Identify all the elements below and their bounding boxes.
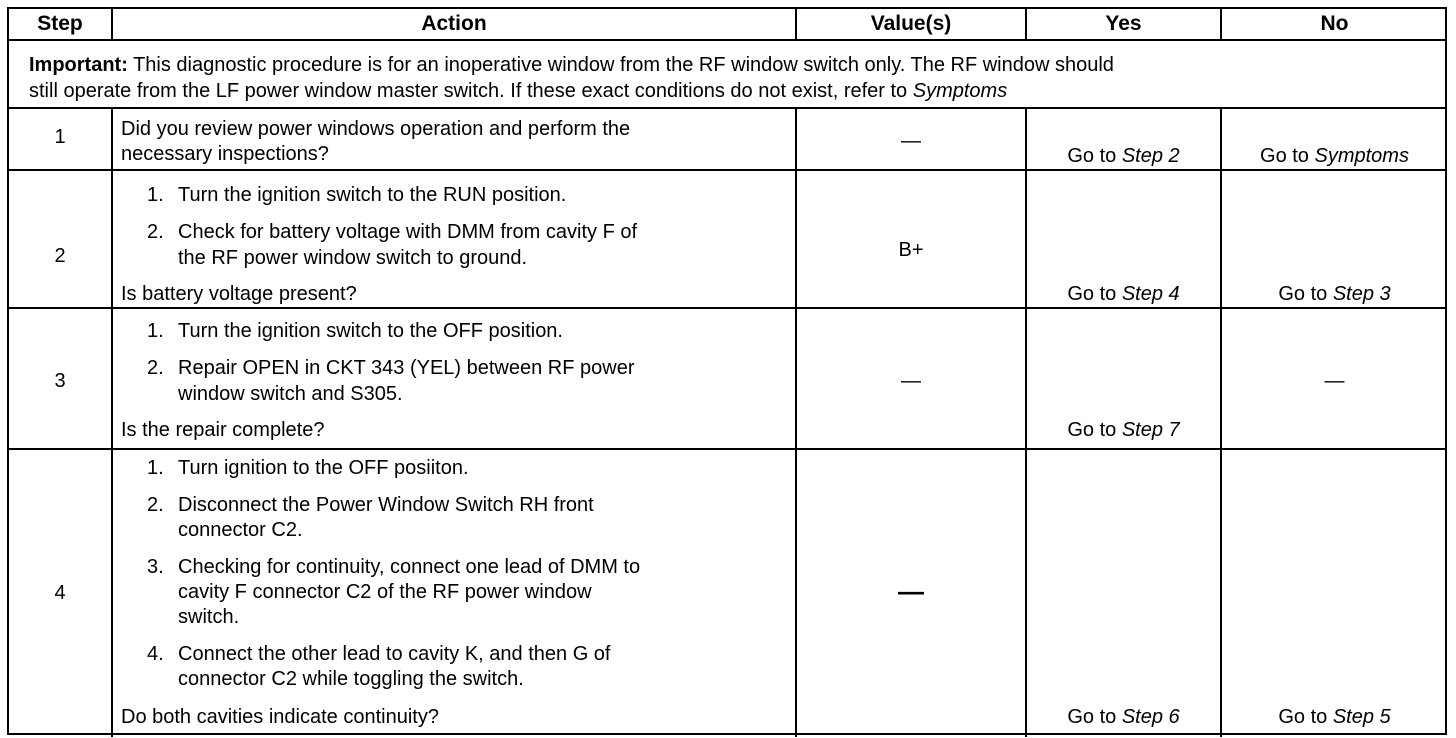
step-reference: Step 2 xyxy=(1121,145,1180,167)
list-item-line: Repair OPEN in CKT 343 (YEL) between RF power xyxy=(178,357,635,379)
list-item-line: Turn the ignition switch to the OFF position. xyxy=(178,320,563,342)
list-number: 4. xyxy=(147,643,164,665)
go-to-label: Go to xyxy=(1067,706,1122,728)
col-divider-yes xyxy=(1220,107,1222,737)
step-reference: Step 6 xyxy=(1121,706,1180,728)
important-text-2: still operate from the LF power window master switch. If these exact conditions do not exist, refer to xyxy=(29,80,913,102)
step2-no-action xyxy=(1222,282,1447,306)
step3-yes-action xyxy=(1027,418,1220,442)
step-reference: Step 5 xyxy=(1332,706,1391,728)
go-to-label: Go to xyxy=(1067,145,1122,167)
list-item-line: connector C2. xyxy=(178,519,303,541)
step1-value: — xyxy=(901,130,921,152)
step-reference: Step 7 xyxy=(1121,419,1180,441)
step4-question: Do both cavities indicate continuity? xyxy=(121,706,439,728)
step-number: 2 xyxy=(54,245,66,267)
list-item-line: Disconnect the Power Window Switch RH front xyxy=(178,494,594,516)
step2-question: Is battery voltage present? xyxy=(121,283,357,305)
header-values: Value(s) xyxy=(870,12,952,35)
step4-no-action xyxy=(1222,705,1447,729)
list-item-line: window switch and S305. xyxy=(178,383,403,405)
go-to-label: Go to xyxy=(1067,283,1122,305)
step1-question-line: Did you review power windows operation and perform the xyxy=(121,118,631,140)
go-to-label: Go to xyxy=(1260,145,1315,167)
header-yes: Yes xyxy=(1105,12,1142,35)
symptoms-reference: Symptoms xyxy=(912,80,1008,102)
list-number: 3. xyxy=(147,556,164,578)
list-number: 1. xyxy=(147,184,164,206)
header-no: No xyxy=(1320,12,1349,35)
step1-no-action xyxy=(1222,144,1447,168)
important-divider xyxy=(9,107,1445,109)
row1-divider xyxy=(9,169,1445,171)
step3-question: Is the repair complete? xyxy=(121,419,325,441)
step-reference: Step 3 xyxy=(1332,283,1391,305)
important-note-line1 xyxy=(29,53,1114,77)
important-text-1: This diagnostic procedure is for an inoperative window from the RF window switch only. The RF window should xyxy=(127,54,1114,76)
symptoms-reference: Symptoms xyxy=(1314,145,1409,167)
list-number: 1. xyxy=(147,320,164,342)
list-number: 2. xyxy=(147,494,164,516)
list-item-line: Turn the ignition switch to the RUN position. xyxy=(178,184,567,206)
go-to-label: Go to xyxy=(1278,283,1333,305)
step2-value: B+ xyxy=(898,239,924,261)
step4-value: — xyxy=(898,576,924,606)
list-item-line: Connect the other lead to cavity K, and then G of xyxy=(178,643,611,665)
step2-yes-action xyxy=(1027,282,1220,306)
col-divider-step xyxy=(111,107,113,737)
row3-divider xyxy=(9,448,1445,450)
list-item-line: Checking for continuity, connect one lead of DMM to xyxy=(178,556,641,578)
step1-yes-action xyxy=(1027,144,1220,168)
step1-question-line: necessary inspections? xyxy=(121,143,329,165)
important-note-line2 xyxy=(29,79,1007,103)
header-divider xyxy=(9,39,1445,41)
go-to-label: Go to xyxy=(1067,419,1122,441)
list-item-line: Check for battery voltage with DMM from cavity F of xyxy=(178,221,638,243)
go-to-label: Go to xyxy=(1278,706,1333,728)
row2-divider xyxy=(9,307,1445,309)
list-item-line: connector C2 while toggling the switch. xyxy=(178,668,524,690)
header-step: Step xyxy=(37,12,83,35)
diagnostic-table xyxy=(7,7,1447,735)
important-label: Important: xyxy=(29,54,128,76)
col-divider-action xyxy=(795,107,797,737)
step-number: 4 xyxy=(54,582,66,604)
step-number: 1 xyxy=(54,126,66,148)
step3-value: — xyxy=(901,370,921,392)
list-item-line: cavity F connector C2 of the RF power window xyxy=(178,581,592,603)
step3-no-action: — xyxy=(1324,370,1345,392)
list-item-line: the RF power window switch to ground. xyxy=(178,247,528,269)
list-number: 2. xyxy=(147,357,164,379)
header-action: Action xyxy=(421,12,487,35)
list-item-line: Turn ignition to the OFF posiiton. xyxy=(178,457,469,479)
step-number: 3 xyxy=(54,370,66,392)
step4-yes-action xyxy=(1027,705,1220,729)
list-number: 1. xyxy=(147,457,164,479)
list-item-line: switch. xyxy=(178,606,240,628)
step-reference: Step 4 xyxy=(1121,283,1180,305)
list-number: 2. xyxy=(147,221,164,243)
